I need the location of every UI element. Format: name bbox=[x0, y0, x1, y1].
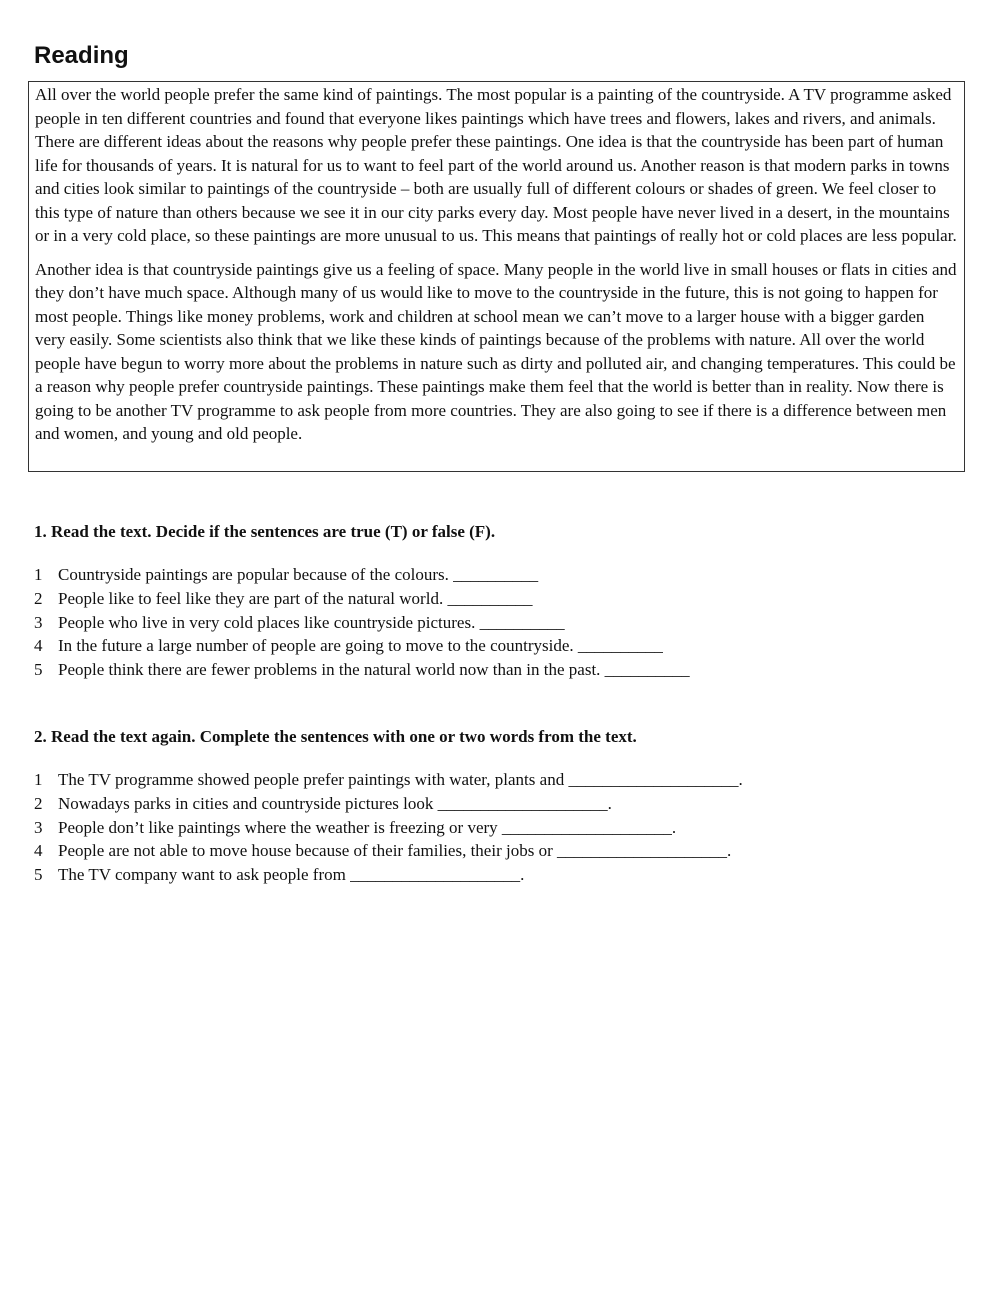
item-number: 3 bbox=[34, 612, 43, 632]
list-item[interactable] bbox=[34, 839, 964, 863]
item-text: People don’t like paintings where the weather is freezing or very ____________________. bbox=[58, 817, 677, 837]
list-item[interactable] bbox=[34, 863, 964, 887]
item-text: People like to feel like they are part of the natural world. __________ bbox=[58, 588, 533, 608]
item-text: People who live in very cold places like countryside pictures. __________ bbox=[58, 612, 565, 632]
list-item[interactable] bbox=[34, 563, 964, 587]
item-text: In the future a large number of people are going to move to the countryside. __________ bbox=[58, 636, 663, 656]
item-text: People think there are fewer problems in the natural world now than in the past. __________ bbox=[58, 660, 690, 680]
page-title: Reading bbox=[34, 42, 129, 69]
item-text: The TV programme showed people prefer paintings with water, plants and ____________________. bbox=[58, 770, 743, 789]
task-2-heading: 2. Read the text again. Complete the sentences with one or two words from the text. bbox=[34, 727, 637, 746]
task-1-true-false bbox=[34, 520, 964, 682]
item-text: Countryside paintings are popular because of the colours. __________ bbox=[58, 565, 539, 584]
task-2-complete-sentences bbox=[34, 725, 964, 887]
list-item[interactable] bbox=[34, 658, 964, 682]
passage-paragraph-2: Another idea is that countryside paintings give us a feeling of space. Many people in the world live in small houses or flats in cities and they don’t have much space. Although many of us would like to move to the countryside in the future, this is not going to happen for most people. Things like money problems, work and children at school mean we can’t move to a larger house with a bigger garden very easily. Some scientists also think that we like these kinds of paintings because of the problems with nature. All over the world people have begun to worry more about the problems in nature such as dirty and polluted air, and changing temperatures. This could be a reason why people prefer countryside paintings. These paintings make them feel that the world is better than in reality. Now there is going to be another TV programme to ask people from more countries. They are also going to see if there is a difference between men and women, and young and old people. bbox=[35, 259, 957, 443]
list-item[interactable] bbox=[34, 768, 964, 792]
list-item[interactable] bbox=[34, 634, 964, 658]
item-number: 4 bbox=[34, 636, 43, 656]
item-number: 2 bbox=[34, 793, 43, 813]
list-item[interactable] bbox=[34, 792, 964, 816]
reading-passage bbox=[28, 81, 965, 472]
item-number: 5 bbox=[34, 865, 43, 885]
item-number: 5 bbox=[34, 660, 43, 680]
list-item[interactable] bbox=[34, 611, 964, 635]
task-1-list bbox=[34, 563, 964, 682]
item-number: 1 bbox=[34, 770, 43, 789]
passage-paragraph-1: All over the world people prefer the same kind of paintings. The most popular is a painting of the countryside. A TV programme asked people in ten different countries and found that everyone likes paintings which have trees and flowers, lakes and rivers, and animals. There are different ideas about the reasons why people prefer these paintings. One idea is that the countryside has been part of human life for thousands of years. It is natural for us to want to feel part of the world around us. Another reason is that modern parks in towns and cities look similar to paintings of the countryside – both are usually full of different colours or shades of green. We feel closer to this type of nature than others because we see it in our city parks every day. Most people have never lived in a desert, in the mountains or in a very cold place, so these paintings are more unusual to us. This means that paintings of really hot or cold places are less popular. bbox=[35, 85, 957, 245]
item-number: 1 bbox=[34, 565, 43, 584]
item-text: The TV company want to ask people from ____________________. bbox=[58, 865, 525, 885]
item-number: 3 bbox=[34, 817, 43, 837]
task-2-list bbox=[34, 768, 964, 887]
item-text: Nowadays parks in cities and countryside pictures look ____________________. bbox=[58, 793, 612, 813]
list-item[interactable] bbox=[34, 587, 964, 611]
item-number: 2 bbox=[34, 588, 43, 608]
item-number: 4 bbox=[34, 841, 43, 861]
task-1-heading: 1. Read the text. Decide if the sentences are true (T) or false (F). bbox=[34, 522, 496, 541]
list-item[interactable] bbox=[34, 816, 964, 840]
item-text: People are not able to move house because of their families, their jobs or ____________________. bbox=[58, 841, 732, 861]
